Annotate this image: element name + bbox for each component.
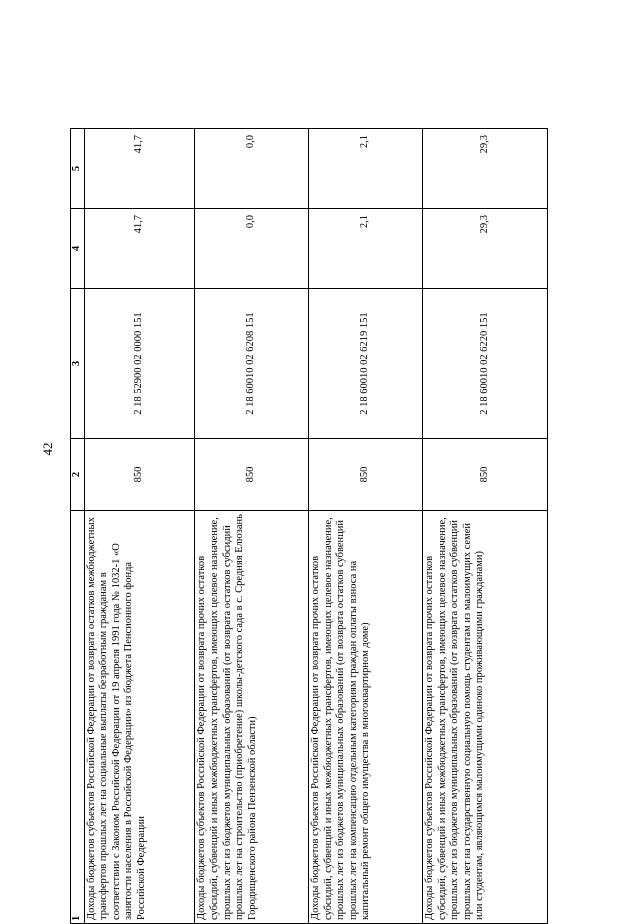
table-row (422, 129, 547, 924)
header-col-2: 2 (71, 439, 85, 511)
row-value-5: 41,7 (84, 129, 195, 209)
page-number: 42 (40, 442, 55, 456)
row-budget-code: 2 18 60010 02 6219 151 (309, 289, 423, 439)
row-value-4: 2,1 (309, 209, 423, 289)
row-value-4: 0,0 (195, 209, 309, 289)
row-admin-code: 850 (309, 439, 423, 511)
table-row (309, 129, 423, 924)
row-admin-code: 850 (422, 439, 547, 511)
revenue-table (70, 128, 548, 924)
row-value-4: 29,3 (422, 209, 547, 289)
table-row (84, 129, 195, 924)
row-description: Доходы бюджетов субъектов Российской Федерации от возврата прочих остатков субсидий, субвенций и иных межбюджетных трансфертов, имеющих целевое назначение, прошлых лет из бюджетов муниципальных образований (от возврата остатков субвенций прошлых лет на государственную социальную помощь студентам из малоимущих семей или студентам, являющимся малоимущими одиноко проживающими гражданами) (422, 511, 547, 924)
row-admin-code: 850 (195, 439, 309, 511)
row-description: Доходы бюджетов субъектов Российской Федерации от возврата прочих остатков субсидий, субвенций и иных межбюджетных трансфертов, имеющих целевое назначение, прошлых лет из бюджетов муниципальных образований (от возврата остатков субсидий прошлых лет на строительство (приобретение) школы-детского сада в с. Средняя Елюзань Городищенского района Пензенской области) (195, 511, 309, 924)
row-budget-code: 2 18 60010 02 6208 151 (195, 289, 309, 439)
row-admin-code: 850 (84, 439, 195, 511)
row-value-5: 2,1 (309, 129, 423, 209)
rotated-page (70, 135, 548, 924)
row-value-5: 0,0 (195, 129, 309, 209)
header-row (71, 129, 85, 924)
row-budget-code: 2 18 52900 02 0000 151 (84, 289, 195, 439)
header-col-3: 3 (71, 289, 85, 439)
header-col-5: 5 (71, 129, 85, 209)
row-value-5: 29,3 (422, 129, 547, 209)
header-col-1: 1 (71, 511, 85, 924)
table-row (195, 129, 309, 924)
header-col-4: 4 (71, 209, 85, 289)
row-budget-code: 2 18 60010 02 6220 151 (422, 289, 547, 439)
row-value-4: 41,7 (84, 209, 195, 289)
row-description: Доходы бюджетов субъектов Российской Федерации от возврата прочих остатков субсидий, субвенций и иных межбюджетных трансфертов, имеющих целевое назначение, прошлых лет из бюджетов муниципальных образований (от возврата остатков субвенций прошлых лет на компенсацию отдельным категориям граждан оплаты взноса на капитальный ремонт общего имущества в многоквартирном доме) (309, 511, 423, 924)
row-description: Доходы бюджетов субъектов Российской Федерации от возврата остатков межбюджетных трансфертов прошлых лет на социальные выплаты безработным гражданам в соответствии с Законом Российской Федерации от 19 апреля 1991 года № 1032-1 «О занятости населения в Российской Федерации» из бюджета Пенсионного фонда Российской Федерации (84, 511, 195, 924)
